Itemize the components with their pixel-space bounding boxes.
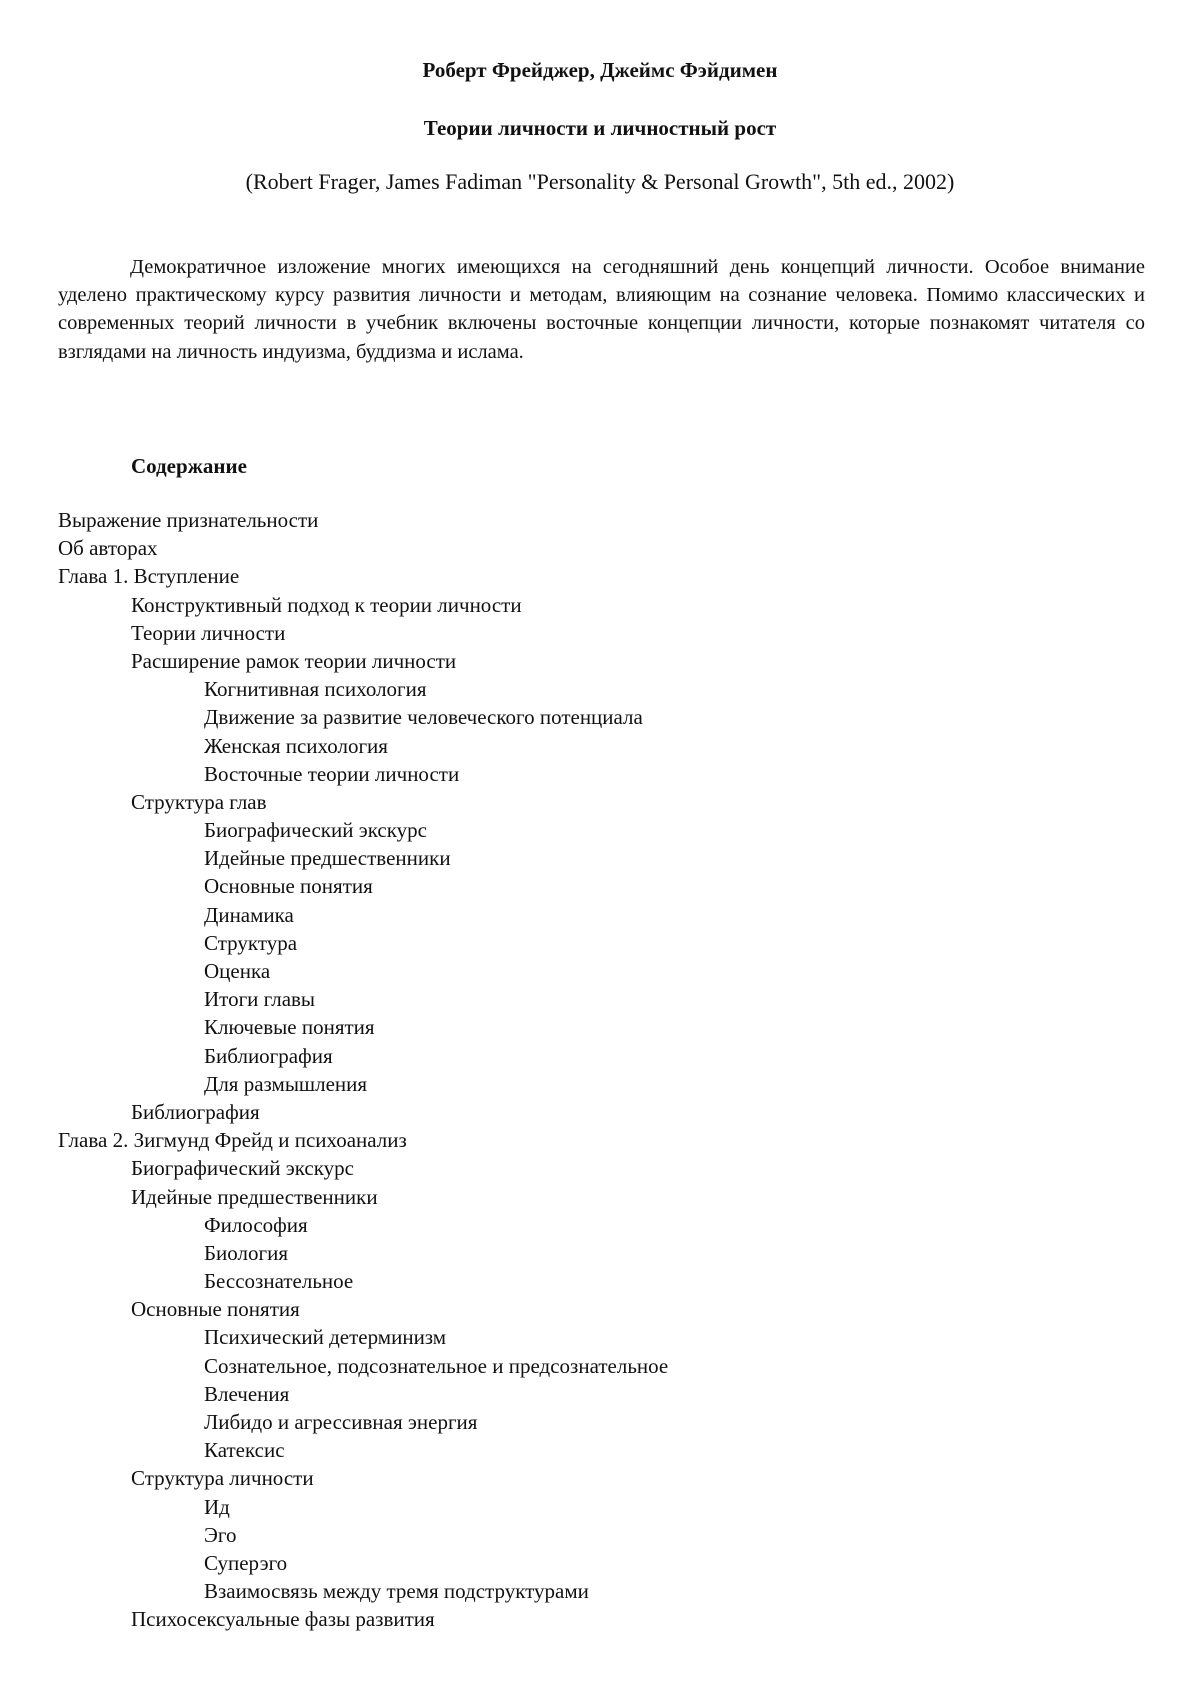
toc-item: Катексис (204, 1438, 285, 1463)
toc-item: Движение за развитие человеческого потенциала (204, 705, 643, 730)
toc-item: Структура личности (131, 1466, 314, 1491)
toc-item: Либидо и агрессивная энергия (204, 1410, 478, 1434)
table-of-contents (58, 506, 1148, 1634)
toc-item: Для размышления (204, 1071, 368, 1096)
abstract-paragraph: Демократичное изложение многих имеющихся на сегодняшний день концепций личности. Особое внимание уделено практическому курсу развития личности и методам, влияющим на сознание человека. Помимо классических и современных теорий личности в учебник включены восточные концепции личности, которые познакомят читателя со взглядами на личность индуизма, буддизма и ислама. (58, 256, 1145, 363)
toc-item: Философия (204, 1212, 308, 1237)
toc-item: Биографический экскурс (131, 1156, 354, 1181)
authors-line: Роберт Фрейджер, Джеймс Фэйдимен (422, 58, 778, 82)
toc-item: Влечения (204, 1381, 290, 1406)
toc-item: Конструктивный подход к теории личности (131, 592, 522, 617)
toc-item: Биографический экскурс (204, 818, 427, 843)
toc-item: Теории личности (131, 620, 286, 645)
toc-item: Когнитивная психология (204, 677, 427, 702)
toc-item: Об авторах (58, 536, 158, 561)
toc-item: Основные понятия (204, 874, 373, 899)
toc-item: Глава 2. Зигмунд Фрейд и психоанализ (58, 1128, 407, 1153)
toc-item: Библиография (204, 1043, 333, 1068)
toc-item: Структура глав (131, 789, 267, 814)
toc-item: Взаимосвязь между тремя подструктурами (204, 1579, 589, 1604)
toc-item: Ид (204, 1494, 230, 1519)
toc-item: Идейные предшественники (131, 1184, 378, 1209)
toc-item: Ключевые понятия (204, 1015, 375, 1040)
toc-item: Психосексуальные фазы развития (131, 1607, 435, 1632)
toc-item: Динамика (204, 902, 294, 927)
toc-item: Оценка (204, 959, 271, 983)
toc-item: Глава 1. Вступление (58, 564, 240, 589)
toc-item: Выражение признательности (58, 508, 319, 532)
toc-item: Расширение рамок теории личности (131, 648, 457, 673)
toc-item: Психический детерминизм (204, 1325, 447, 1350)
toc-item: Суперэго (204, 1550, 288, 1575)
toc-heading: Содержание (131, 454, 247, 478)
book-title: Теории личности и личностный рост (423, 116, 777, 140)
toc-item: Структура (204, 930, 298, 955)
toc-item: Бессознательное (204, 1269, 354, 1294)
toc-item: Эго (204, 1522, 237, 1547)
toc-item: Итоги главы (204, 987, 316, 1012)
toc-item: Женская психология (204, 733, 388, 758)
toc-item: Сознательное, подсознательное и предсознательное (204, 1353, 669, 1378)
toc-item: Восточные теории личности (204, 761, 460, 786)
toc-item: Идейные предшественники (204, 846, 451, 871)
toc-item: Библиография (131, 1099, 260, 1124)
original-title: (Robert Frager, James Fadiman "Personality & Personal Growth", 5th ed., 2002) (245, 169, 955, 194)
toc-item: Основные понятия (131, 1297, 300, 1322)
toc-item: Биология (204, 1240, 289, 1265)
